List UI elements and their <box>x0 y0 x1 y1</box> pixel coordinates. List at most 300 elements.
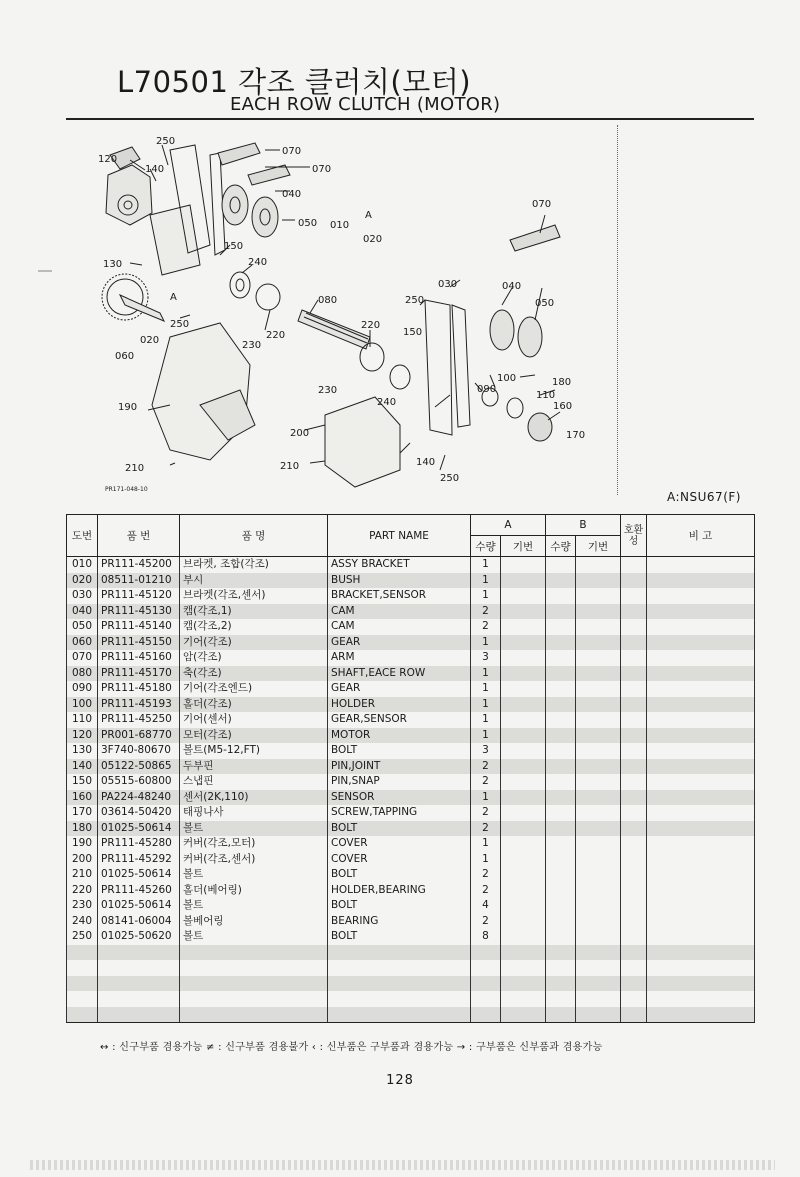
row-qty-a: 8 <box>471 929 501 945</box>
svg-text:120: 120 <box>98 154 118 165</box>
row-name-en: CAM <box>328 619 471 635</box>
row-name-kr: 암(각조) <box>180 650 328 666</box>
row-empty-cell <box>501 666 546 682</box>
row-empty-cell <box>546 604 576 620</box>
table-row <box>67 557 755 573</box>
row-part-no: PR111-45200 <box>98 557 180 573</box>
row-qty-a: 1 <box>471 557 501 573</box>
row-name-en: CAM <box>328 604 471 620</box>
row-no: 080 <box>67 666 98 682</box>
svg-text:160: 160 <box>553 401 573 412</box>
row-part-no: PR001-68770 <box>98 728 180 744</box>
row-empty-cell <box>501 619 546 635</box>
svg-text:240: 240 <box>248 257 268 268</box>
row-empty-cell <box>546 759 576 775</box>
row-empty-cell <box>621 836 647 852</box>
row-empty-cell <box>647 805 755 821</box>
row-no: 190 <box>67 836 98 852</box>
row-empty-cell <box>621 619 647 635</box>
row-empty-cell <box>647 573 755 589</box>
row-empty-cell <box>647 929 755 945</box>
row-empty-cell <box>546 883 576 899</box>
row-name-kr: 캠(각조,2) <box>180 619 328 635</box>
svg-text:A: A <box>170 292 177 303</box>
row-empty-cell <box>647 588 755 604</box>
row-no: 020 <box>67 573 98 589</box>
svg-text:030: 030 <box>438 279 458 290</box>
table-row <box>67 666 755 682</box>
row-empty-cell <box>546 573 576 589</box>
table-row <box>67 588 755 604</box>
row-empty-cell <box>546 774 576 790</box>
row-name-en: HOLDER,BEARING <box>328 883 471 899</box>
row-empty-cell <box>546 666 576 682</box>
svg-text:A: A <box>365 210 372 221</box>
diagram-divider <box>617 125 618 495</box>
row-qty-a: 1 <box>471 588 501 604</box>
row-no: 090 <box>67 681 98 697</box>
row-qty-a: 1 <box>471 728 501 744</box>
row-name-kr: 볼트 <box>180 898 328 914</box>
col-header-name-kr: 품 명 <box>180 515 328 557</box>
row-empty-cell <box>621 712 647 728</box>
row-empty-cell <box>501 774 546 790</box>
row-no: 170 <box>67 805 98 821</box>
table-row <box>67 697 755 713</box>
row-no: 040 <box>67 604 98 620</box>
svg-text:100: 100 <box>497 373 517 384</box>
row-name-en: BUSH <box>328 573 471 589</box>
row-name-kr: 볼베어링 <box>180 914 328 930</box>
row-name-en: HOLDER <box>328 697 471 713</box>
table-row <box>67 898 755 914</box>
row-empty-cell <box>576 852 621 868</box>
row-empty-cell <box>576 914 621 930</box>
row-empty-cell <box>546 588 576 604</box>
row-empty-cell <box>471 976 501 992</box>
row-empty-cell <box>576 728 621 744</box>
row-part-no: PR111-45292 <box>98 852 180 868</box>
row-empty-cell <box>546 914 576 930</box>
row-empty-cell <box>328 960 471 976</box>
row-empty-cell <box>501 991 546 1007</box>
row-empty-cell <box>621 929 647 945</box>
svg-text:010: 010 <box>330 220 350 231</box>
row-empty-cell <box>647 790 755 806</box>
row-empty-cell <box>501 557 546 573</box>
row-empty-cell <box>576 945 621 961</box>
svg-text:180: 180 <box>552 377 572 388</box>
row-name-kr: 두부핀 <box>180 759 328 775</box>
row-empty-cell <box>647 604 755 620</box>
svg-text:220: 220 <box>266 330 286 341</box>
row-name-kr: 기어(센서) <box>180 712 328 728</box>
row-empty-cell <box>576 697 621 713</box>
svg-text:020: 020 <box>363 234 383 245</box>
svg-text:230: 230 <box>242 340 262 351</box>
row-name-kr: 커버(각조,모터) <box>180 836 328 852</box>
row-name-en: MOTOR <box>328 728 471 744</box>
row-name-en: BEARING <box>328 914 471 930</box>
row-part-no: 01025-50614 <box>98 821 180 837</box>
col-header-base-b: 기번 <box>576 536 621 557</box>
svg-text:040: 040 <box>502 281 522 292</box>
table-row <box>67 774 755 790</box>
row-part-no: PR111-45260 <box>98 883 180 899</box>
svg-text:060: 060 <box>115 351 135 362</box>
row-no: 230 <box>67 898 98 914</box>
row-empty-cell <box>621 681 647 697</box>
col-header-base-a: 기번 <box>501 536 546 557</box>
row-empty-cell <box>471 960 501 976</box>
row-empty-cell <box>501 588 546 604</box>
row-empty-cell <box>576 666 621 682</box>
row-empty-cell <box>98 1007 180 1023</box>
row-no: 010 <box>67 557 98 573</box>
table-row <box>67 728 755 744</box>
row-empty-cell <box>576 619 621 635</box>
svg-text:PR171-048-10: PR171-048-10 <box>105 486 148 493</box>
row-empty-cell <box>647 945 755 961</box>
row-empty-cell <box>647 852 755 868</box>
row-empty-cell <box>501 1007 546 1023</box>
row-empty-cell <box>501 681 546 697</box>
table-row <box>67 759 755 775</box>
svg-text:210: 210 <box>280 461 300 472</box>
row-empty-cell <box>180 991 328 1007</box>
svg-text:040: 040 <box>282 189 302 200</box>
row-name-en: SHAFT,EACE ROW <box>328 666 471 682</box>
table-row <box>67 805 755 821</box>
exploded-parts-diagram <box>70 125 615 500</box>
row-empty-cell <box>501 712 546 728</box>
row-empty-cell <box>501 697 546 713</box>
svg-text:130: 130 <box>103 259 123 270</box>
row-empty-cell <box>501 805 546 821</box>
table-row <box>67 867 755 883</box>
row-empty-cell <box>647 635 755 651</box>
table-row <box>67 836 755 852</box>
row-empty-cell <box>621 1007 647 1023</box>
row-empty-cell <box>180 1007 328 1023</box>
row-no: 030 <box>67 588 98 604</box>
table-row <box>67 712 755 728</box>
row-qty-a: 1 <box>471 681 501 697</box>
row-name-kr: 볼트 <box>180 867 328 883</box>
row-empty-cell <box>546 728 576 744</box>
row-empty-cell <box>621 914 647 930</box>
row-empty-cell <box>647 976 755 992</box>
row-empty-cell <box>576 836 621 852</box>
row-empty-cell <box>647 883 755 899</box>
row-name-kr: 태핑나사 <box>180 805 328 821</box>
row-name-kr: 부시 <box>180 573 328 589</box>
row-empty-cell <box>501 914 546 930</box>
row-empty-cell <box>647 759 755 775</box>
row-empty-cell <box>576 898 621 914</box>
row-qty-a: 1 <box>471 712 501 728</box>
row-empty-cell <box>621 573 647 589</box>
row-part-no: 01025-50614 <box>98 898 180 914</box>
row-empty-cell <box>546 557 576 573</box>
svg-text:220: 220 <box>361 320 381 331</box>
row-name-en: GEAR <box>328 681 471 697</box>
svg-text:050: 050 <box>535 298 555 309</box>
row-qty-a: 3 <box>471 743 501 759</box>
row-name-en: SENSOR <box>328 790 471 806</box>
row-no: 250 <box>67 929 98 945</box>
svg-text:210: 210 <box>125 463 145 474</box>
col-header-remark: 비 고 <box>647 515 755 557</box>
row-name-kr: 캠(각조,1) <box>180 604 328 620</box>
row-empty-cell <box>621 743 647 759</box>
row-empty-cell <box>546 1007 576 1023</box>
row-empty-cell <box>647 650 755 666</box>
row-empty-cell <box>621 557 647 573</box>
row-empty-cell <box>546 991 576 1007</box>
row-name-en: BOLT <box>328 898 471 914</box>
row-no: 160 <box>67 790 98 806</box>
row-empty-cell <box>621 635 647 651</box>
row-empty-cell <box>647 1007 755 1023</box>
page-number: 128 <box>386 1073 414 1088</box>
row-empty-cell <box>621 666 647 682</box>
row-name-en: ARM <box>328 650 471 666</box>
row-empty-cell <box>647 960 755 976</box>
col-header-qty-a: 수량 <box>471 536 501 557</box>
row-qty-a: 2 <box>471 774 501 790</box>
row-empty-cell <box>180 976 328 992</box>
table-row <box>67 790 755 806</box>
row-empty-cell <box>501 976 546 992</box>
row-empty-cell <box>501 650 546 666</box>
row-empty-cell <box>621 774 647 790</box>
row-empty-cell <box>501 743 546 759</box>
table-row-blank <box>67 945 755 961</box>
row-empty-cell <box>576 681 621 697</box>
row-empty-cell <box>98 960 180 976</box>
row-part-no: PR111-45150 <box>98 635 180 651</box>
table-row <box>67 681 755 697</box>
row-empty-cell <box>501 573 546 589</box>
row-name-en: ASSY BRACKET <box>328 557 471 573</box>
row-empty-cell <box>621 728 647 744</box>
row-empty-cell <box>576 712 621 728</box>
row-empty-cell <box>546 635 576 651</box>
row-empty-cell <box>647 728 755 744</box>
table-row <box>67 604 755 620</box>
row-no: 070 <box>67 650 98 666</box>
title-rule <box>66 118 754 120</box>
col-header-qty-b: 수량 <box>546 536 576 557</box>
row-part-no: PR111-45180 <box>98 681 180 697</box>
row-empty-cell <box>647 821 755 837</box>
row-qty-a: 2 <box>471 805 501 821</box>
table-row <box>67 883 755 899</box>
row-empty-cell <box>546 790 576 806</box>
row-qty-a: 1 <box>471 666 501 682</box>
row-empty-cell <box>67 945 98 961</box>
col-header-part-no: 품 번 <box>98 515 180 557</box>
row-name-en: BOLT <box>328 821 471 837</box>
row-empty-cell <box>546 681 576 697</box>
row-empty-cell <box>647 557 755 573</box>
row-empty-cell <box>647 681 755 697</box>
row-name-en: BOLT <box>328 929 471 945</box>
row-name-kr: 볼트 <box>180 929 328 945</box>
row-empty-cell <box>328 1007 471 1023</box>
row-empty-cell <box>621 852 647 868</box>
table-row <box>67 650 755 666</box>
table-row <box>67 743 755 759</box>
svg-text:080: 080 <box>318 295 338 306</box>
row-name-kr: 기어(각조엔드) <box>180 681 328 697</box>
row-part-no: 01025-50614 <box>98 867 180 883</box>
svg-text:140: 140 <box>416 457 436 468</box>
row-empty-cell <box>501 945 546 961</box>
col-header-group-a: A <box>471 515 546 536</box>
table-row-blank <box>67 991 755 1007</box>
row-part-no: PR111-45120 <box>98 588 180 604</box>
row-empty-cell <box>576 790 621 806</box>
row-empty-cell <box>501 790 546 806</box>
row-empty-cell <box>576 557 621 573</box>
row-empty-cell <box>647 743 755 759</box>
scan-edge <box>30 1160 775 1170</box>
row-no: 120 <box>67 728 98 744</box>
row-empty-cell <box>621 898 647 914</box>
row-empty-cell <box>501 852 546 868</box>
table-row <box>67 635 755 651</box>
row-qty-a: 4 <box>471 898 501 914</box>
row-qty-a: 1 <box>471 836 501 852</box>
row-empty-cell <box>471 1007 501 1023</box>
row-name-en: PIN,JOINT <box>328 759 471 775</box>
row-empty-cell <box>647 914 755 930</box>
row-qty-a: 2 <box>471 883 501 899</box>
row-empty-cell <box>647 666 755 682</box>
svg-text:150: 150 <box>224 241 244 252</box>
row-empty-cell <box>546 945 576 961</box>
row-part-no: 05122-50865 <box>98 759 180 775</box>
row-empty-cell <box>546 697 576 713</box>
row-name-kr: 기어(각조) <box>180 635 328 651</box>
parts-table-body <box>67 557 755 1023</box>
row-empty-cell <box>576 743 621 759</box>
row-empty-cell <box>647 697 755 713</box>
row-empty-cell <box>621 945 647 961</box>
row-name-en: GEAR,SENSOR <box>328 712 471 728</box>
row-name-kr: 홀더(베어링) <box>180 883 328 899</box>
svg-text:020: 020 <box>140 335 160 346</box>
row-qty-a: 2 <box>471 867 501 883</box>
row-no: 150 <box>67 774 98 790</box>
row-name-kr: 브라켓(각조,센서) <box>180 588 328 604</box>
row-empty-cell <box>501 728 546 744</box>
row-empty-cell <box>471 991 501 1007</box>
row-no: 210 <box>67 867 98 883</box>
row-empty-cell <box>647 774 755 790</box>
row-part-no: 05515-60800 <box>98 774 180 790</box>
row-empty-cell <box>621 960 647 976</box>
svg-text:250: 250 <box>440 473 460 484</box>
row-empty-cell <box>67 960 98 976</box>
row-part-no: 08511-01210 <box>98 573 180 589</box>
row-empty-cell <box>546 867 576 883</box>
row-qty-a: 1 <box>471 573 501 589</box>
row-empty-cell <box>576 759 621 775</box>
row-qty-a: 2 <box>471 759 501 775</box>
row-empty-cell <box>501 929 546 945</box>
row-empty-cell <box>501 867 546 883</box>
svg-text:140: 140 <box>145 164 165 175</box>
row-empty-cell <box>546 852 576 868</box>
row-empty-cell <box>546 619 576 635</box>
svg-text:070: 070 <box>532 199 552 210</box>
svg-text:250: 250 <box>156 136 176 147</box>
row-empty-cell <box>328 945 471 961</box>
row-name-en: BOLT <box>328 743 471 759</box>
row-empty-cell <box>501 604 546 620</box>
col-header-name-en: PART NAME <box>328 515 471 557</box>
row-empty-cell <box>546 836 576 852</box>
row-empty-cell <box>576 867 621 883</box>
row-empty-cell <box>647 898 755 914</box>
footer-legend: ↔ : 신구부품 겸용가능 ≠ : 신구부품 겸용불가 ‹ : 신부품은 구부품과 겸용가능 → : 구부품은 신부품과 겸용가능 <box>100 1042 603 1053</box>
svg-text:110: 110 <box>536 390 556 401</box>
row-qty-a: 2 <box>471 619 501 635</box>
row-empty-cell <box>621 883 647 899</box>
row-empty-cell <box>67 1007 98 1023</box>
row-empty-cell <box>546 743 576 759</box>
row-empty-cell <box>621 697 647 713</box>
row-no: 200 <box>67 852 98 868</box>
row-name-kr: 커버(각조,센서) <box>180 852 328 868</box>
row-empty-cell <box>621 991 647 1007</box>
row-qty-a: 2 <box>471 604 501 620</box>
row-part-no: PR111-45140 <box>98 619 180 635</box>
row-empty-cell <box>621 805 647 821</box>
row-empty-cell <box>647 712 755 728</box>
row-empty-cell <box>501 821 546 837</box>
row-part-no: PR111-45280 <box>98 836 180 852</box>
row-no: 220 <box>67 883 98 899</box>
svg-text:170: 170 <box>566 430 586 441</box>
row-empty-cell <box>621 759 647 775</box>
col-header-group-b: B <box>546 515 621 536</box>
row-no: 110 <box>67 712 98 728</box>
row-empty-cell <box>576 588 621 604</box>
row-empty-cell <box>501 836 546 852</box>
row-part-no: 01025-50620 <box>98 929 180 945</box>
compat-note: A:NSU67(F) <box>667 490 741 504</box>
row-empty-cell <box>546 712 576 728</box>
row-qty-a: 1 <box>471 852 501 868</box>
row-name-kr: 센서(2K,110) <box>180 790 328 806</box>
row-empty-cell <box>546 898 576 914</box>
row-empty-cell <box>621 790 647 806</box>
row-empty-cell <box>98 945 180 961</box>
row-qty-a: 2 <box>471 914 501 930</box>
row-qty-a: 1 <box>471 790 501 806</box>
row-empty-cell <box>98 976 180 992</box>
row-empty-cell <box>546 821 576 837</box>
row-empty-cell <box>621 588 647 604</box>
row-no: 060 <box>67 635 98 651</box>
row-name-kr: 축(각조) <box>180 666 328 682</box>
row-name-kr: 브라켓, 조합(각조) <box>180 557 328 573</box>
row-name-kr: 모터(각조) <box>180 728 328 744</box>
